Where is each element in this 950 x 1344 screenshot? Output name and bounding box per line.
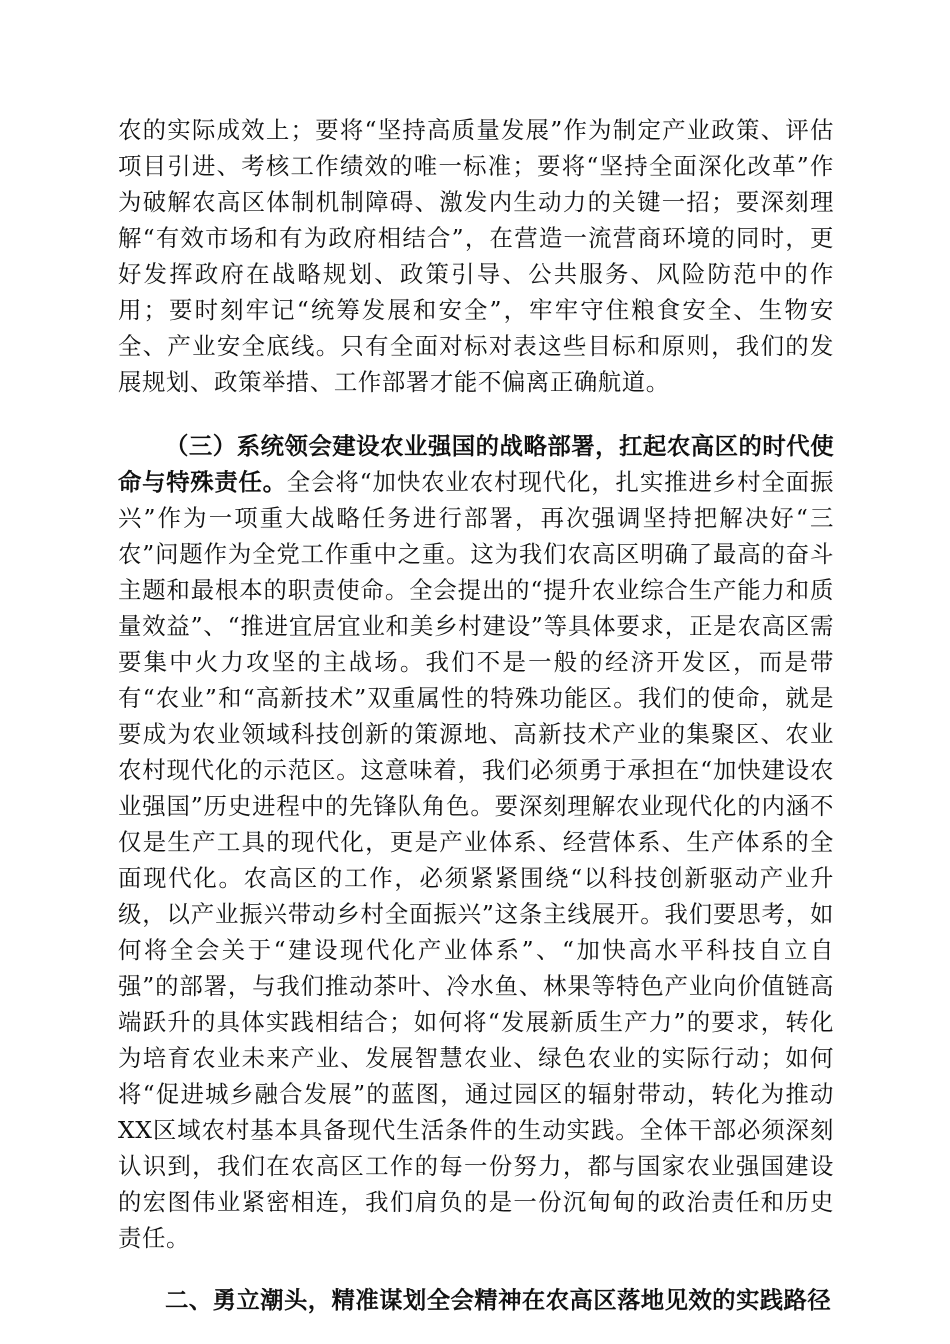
section-heading-2: 二、勇立潮头，精准谋划全会精神在农高区落地见效的实践路径 <box>165 1286 832 1314</box>
body-paragraph-2 <box>118 428 834 1256</box>
paragraph-spacer <box>118 1256 834 1282</box>
body-paragraph-1: 农的实际成效上；要将“坚持高质量发展”作为制定产业政策、评估项目引进、考核工作绩效的唯一标准；要将“坚持全面深化改革”作为破解农高区体制机制障碍、激发内生动力的关键一招；要深刻理解“有效市场和有为政府相结合”，在营造一流营商环境的同时，更好发挥政府在战略规划、政策引导、公共服务、风险防范中的作用；要时刻牢记“统筹发展和安全”，牢牢守住粮食安全、生物安全、产业安全底线。只有全面对标对表这些目标和原则，我们的发展规划、政策举措、工作部署才能不偏离正确航道。 <box>118 116 834 396</box>
section-subheading: （三）系统领会建设农业强国的战略部署，扛起农高区的时代使命与特殊责任。 <box>118 432 834 496</box>
document-page <box>118 112 834 1318</box>
paragraph-spacer <box>118 400 834 428</box>
body-paragraph-2-text: 全会将“加快农业农村现代化，扎实推进乡村全面振兴”作为一项重大战略任务进行部署，再次强调坚持把解决好“三农”问题作为全党工作重中之重。这为我们农高区明确了最高的奋斗主题和最根本的职责使命。全会提出的“提升农业综合生产能力和质量效益”、“推进宜居宜业和美乡村建设”等具体要求，正是农高区需要集中火力攻坚的主战场。我们不是一般的经济开发区，而是带有“农业”和“高新技术”双重属性的特殊功能区。我们的使命，就是要成为农业领域科技创新的策源地、高新技术产业的集聚区、农业农村现代化的示范区。这意味着，我们必须勇于承担在“加快建设农业强国”历史进程中的先锋队角色。要深刻理解农业现代化的内涵不仅是生产工具的现代化，更是产业体系、经营体系、生产体系的全面现代化。农高区的工作，必须紧紧围绕“以科技创新驱动产业升级，以产业振兴带动乡村全面振兴”这条主线展开。我们要思考，如何将全会关于“建设现代化产业体系”、“加快高水平科技自立自强”的部署，与我们推动茶叶、冷水鱼、林果等特色产业向价值链高端跃升的具体实践相结合；如何将“发展新质生产力”的要求，转化为培育农业未来产业、发展智慧农业、绿色农业的实际行动；如何将“促进城乡融合发展”的蓝图，通过园区的辐射带动，转化为推动XX区域农村基本具备现代生活条件的生动实践。全体干部必须深刻认识到，我们在农高区工作的每一份努力，都与国家农业强国建设的宏图伟业紧密相连，我们肩负的是一份沉甸甸的政治责任和历史责任。 <box>118 468 834 1252</box>
